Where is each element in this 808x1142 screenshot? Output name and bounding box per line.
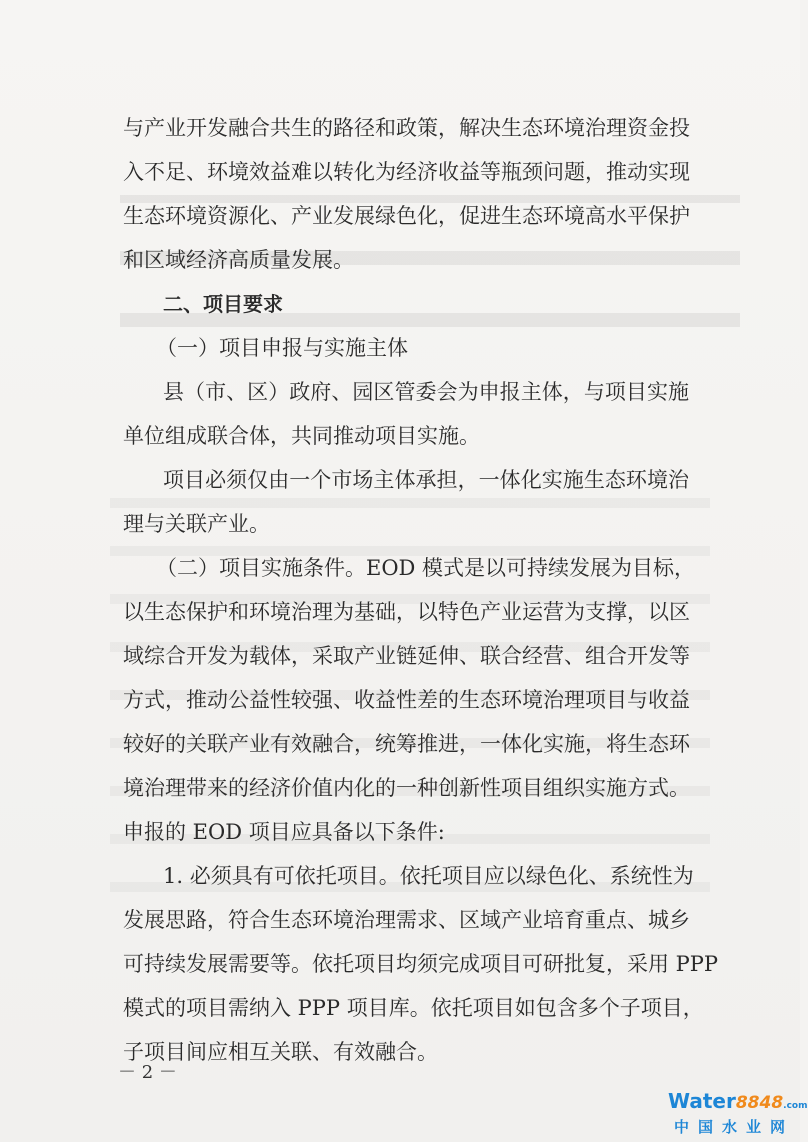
paragraph-line: 项目必须仅由一个市场主体承担，一体化实施生态环境治 xyxy=(163,468,689,492)
paragraph-line: 模式的项目需纳入 PPP 项目库。依托项目如包含多个子项目， xyxy=(123,996,704,1020)
paragraph-line: 与产业开发融合共生的路径和政策，解决生态环境治理资金投 xyxy=(123,116,690,140)
logo-number: 8848 xyxy=(735,1093,784,1113)
paragraph-line: 申报的 EOD 项目应具备以下条件: xyxy=(123,820,445,844)
paragraph-line: 可持续发展需要等。依托项目均须完成项目可研批复，采用 PPP xyxy=(123,952,719,976)
watermark-logo xyxy=(668,1089,808,1138)
paragraph-line: 方式，推动公益性较强、收益性差的生态环境治理项目与收益 xyxy=(123,688,690,712)
paragraph-line: 和区域经济高质量发展。 xyxy=(123,248,354,272)
paragraph-line: 理与关联产业。 xyxy=(123,512,270,536)
paragraph-line: 发展思路，符合生态环境治理需求、区域产业培育重点、城乡 xyxy=(123,908,690,932)
paragraph-line: 域综合开发为载体，采取产业链延伸、联合经营、组合开发等 xyxy=(123,644,690,668)
paragraph-line: 县（市、区）政府、园区管委会为申报主体，与项目实施 xyxy=(163,380,689,404)
page-number: － 2 － xyxy=(118,1062,177,1083)
paragraph-line: 生态环境资源化、产业发展绿色化，促进生态环境高水平保护 xyxy=(123,204,690,228)
paragraph-line: 以生态保护和环境治理为基础，以特色产业运营为支撑，以区 xyxy=(123,600,690,624)
paragraph-line: 单位组成联合体，共同推动项目实施。 xyxy=(123,424,480,448)
logo-chinese: 中国水业网 xyxy=(674,1118,795,1136)
paragraph-line: 入不足、环境效益难以转化为经济收益等瓶颈问题，推动实现 xyxy=(123,160,690,184)
logo-word: Water xyxy=(668,1089,736,1113)
subsection-heading: （一）项目申报与实施主体 xyxy=(156,336,408,360)
paragraph-line: 较好的关联产业有效融合，统筹推进，一体化实施，将生态环 xyxy=(123,732,690,756)
section-heading: 二、项目要求 xyxy=(163,292,283,316)
paragraph-line: （二）项目实施条件。EOD 模式是以可持续发展为目标， xyxy=(156,556,696,580)
logo-suffix: .com xyxy=(783,1101,808,1111)
paragraph-line: 1. 必须具有可依托项目。依托项目应以绿色化、系统性为 xyxy=(163,864,694,888)
paragraph-line: 子项目间应相互关联、有效融合。 xyxy=(123,1040,438,1064)
paragraph-line: 境治理带来的经济价值内化的一种创新性项目组织实施方式。 xyxy=(123,776,690,800)
